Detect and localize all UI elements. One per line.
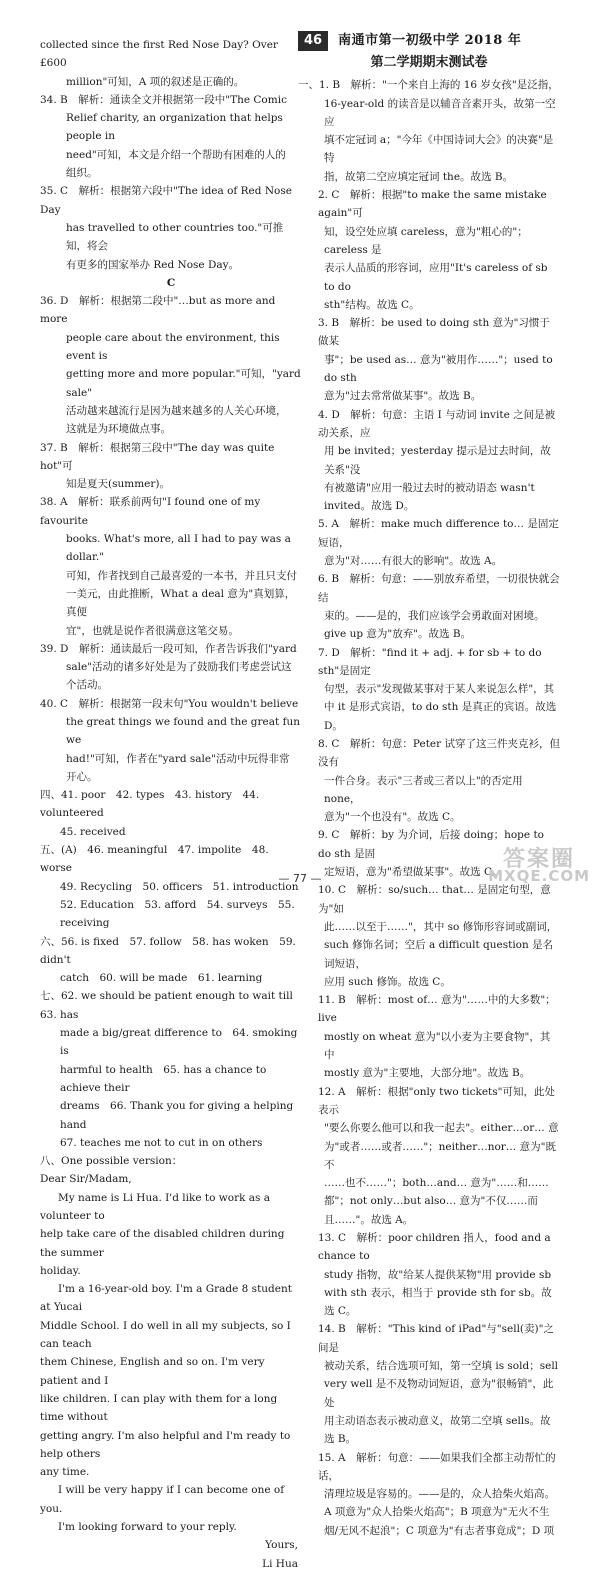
answer-11: 11. B 解析：most of… 意为"……中的大多数"；live bbox=[318, 994, 556, 1025]
text-line: catch 60. will be made 61. learning bbox=[60, 972, 263, 985]
answer-36: 36. D 解析：根据第二段中"…but as more and more bbox=[40, 295, 276, 326]
text-line: 16-year-old 的读音是以辅音音素开头，故第一空应 bbox=[324, 97, 556, 128]
section-5-answers: 五、(A) 46. meaningful 47. impolite 48. worse bbox=[40, 844, 269, 875]
answer-34: 34. B 解析：通读全文并根据第一段中"The Comic bbox=[40, 93, 287, 106]
text-line: 知是夏天(summer)。 bbox=[66, 478, 170, 491]
section-8-heading: 八、One possible version： bbox=[40, 1155, 183, 1168]
text-line: 个活动。 bbox=[66, 679, 108, 692]
text-line: 事"；be used as… 意为"被用作……"；used to do sth bbox=[324, 353, 553, 385]
text-line: 定短语，意为"希望做某事"。故选 C。 bbox=[324, 866, 503, 879]
essay-line: any time. bbox=[40, 1466, 90, 1479]
text-line: 清理垃圾是容易的。——是的，众人拾柴火焰高。 bbox=[324, 1488, 555, 1501]
text-line: the great things we found and the great fun we bbox=[66, 715, 300, 747]
essay-line: I will be very happy if I can become one of you. bbox=[40, 1484, 285, 1515]
text-line: had!"可知，作者在"yard sale"活动中玩得非常 bbox=[66, 752, 290, 765]
answer-7: 7. D 解析："find it + adj. + for sb + to do sth"是固定 bbox=[318, 646, 542, 677]
text-line: people care about the environment, this event is bbox=[66, 331, 280, 363]
text-line: 有更多的国家举办 Red Nose Day。 bbox=[66, 258, 240, 271]
text-line: study 指物，故"给某人提供某物"用 provide sb bbox=[324, 1268, 552, 1281]
text-line: "要么你要么他可以和我一起去"。either…or… 意 bbox=[324, 1122, 559, 1135]
text-line: sth"结构。故选 C。 bbox=[324, 298, 420, 311]
left-column bbox=[40, 36, 302, 1573]
section-c-heading: C bbox=[166, 276, 176, 289]
page-number: — 77 — bbox=[278, 871, 322, 885]
text-line: 用 be invited；yesterday 提示是过去时间，故关系"没 bbox=[324, 445, 551, 476]
text-line: 知，设空处应填 careless，意为"粗心的"；careless 是 bbox=[324, 225, 528, 256]
essay-line: getting angry. I'm also helpful and I'm ready to help others bbox=[40, 1429, 291, 1460]
essay-closing: Yours, bbox=[265, 1539, 298, 1552]
watermark-line1: 答案圈 bbox=[503, 847, 576, 872]
text-line: 表示人品质的形容词，应用"It's careless of sb to do bbox=[324, 262, 548, 293]
text-line: need"可知，本文是介绍一个帮助有困难的人的 bbox=[66, 148, 286, 161]
text-line: made a big/great difference to 64. smoking is bbox=[60, 1027, 298, 1058]
answer-1: 一、1. B 解析："一个来自上海的 16 岁女孩"是泛指， bbox=[298, 79, 559, 92]
text-line: books. What's more, all I had to pay was a dollar." bbox=[66, 533, 291, 564]
text-line: mostly on wheat 意为"以小麦为主要食物"，其中 bbox=[324, 1030, 551, 1062]
text-line: 宜"，也就是说作者很满意这笔交易。 bbox=[66, 624, 239, 637]
text-line: 开心。 bbox=[66, 770, 98, 783]
text-line: 指，故第二空应填定冠词 the。故选 B。 bbox=[324, 170, 514, 183]
text-line: A 项意为"众人拾柴火焰高"；B 项意为"无火不生 bbox=[324, 1506, 550, 1519]
essay-line: help take care of the disabled children during the summer bbox=[40, 1228, 285, 1259]
text-line: sale"活动的诸多好处是为了鼓励我们考虑尝试这 bbox=[66, 661, 292, 674]
essay-line: I'm a 16-year-old boy. I'm a Grade 8 student at Yucai bbox=[40, 1283, 292, 1314]
right-column bbox=[298, 32, 560, 1540]
text-line: 活动越来越流行是因为越来越多的人关心环境， bbox=[66, 404, 287, 417]
essay-line: like children. I can play with them for a long time without bbox=[40, 1392, 278, 1424]
test-number-badge: 46 bbox=[298, 31, 328, 51]
answer-8: 8. C 解析：句意：Peter 试穿了这三件夹克衫，但没有 bbox=[318, 737, 560, 769]
answer-10: 10. C 解析：so/such… that… 是固定句型，意为"如 bbox=[318, 884, 551, 915]
text-line: with sth 表示，相当于 provide sth for sb。故选 C。 bbox=[324, 1286, 552, 1318]
answer-2: 2. C 解析：根据"to make the same mistake again"可 bbox=[318, 189, 547, 220]
answer-4: 4. D 解析：句意：主语 I 与动词 invite 之间是被动关系，应 bbox=[318, 408, 556, 439]
section-4-answers: 四、41. poor 42. types 43. history 44. volunteered bbox=[40, 789, 260, 820]
text-line: 应用 such 修饰。故选 C。 bbox=[324, 975, 451, 988]
watermark-logo bbox=[488, 847, 590, 885]
text-line: getting more and more popular."可知，"yard sale" bbox=[66, 368, 301, 399]
text-line: 束的。——是的，我们应该学会勇敢面对困境。 bbox=[324, 609, 545, 622]
text-line: 中 it 是形式宾语，to do sth 是真正的宾语。故选 D。 bbox=[324, 701, 557, 732]
text-line: 此……以至于……"，其中 so 修饰形容词或副词， bbox=[324, 920, 558, 933]
test-subtitle: 第二学期期末测试卷 bbox=[370, 55, 488, 70]
text-line: collected since the first Red Nose Day? Over £600 bbox=[40, 39, 278, 70]
text-line: 为"或者……或者……"；neither…nor… 意为"既不 bbox=[324, 1140, 556, 1171]
text-line: 意为"对……有很大的影响"。故选 A。 bbox=[324, 555, 503, 568]
text-line: 意为"一个也没有"。故选 C。 bbox=[324, 811, 461, 824]
essay-line: them Chinese, English and so on. I'm very patient and I bbox=[40, 1356, 265, 1387]
text-line: 且……"。故选 A。 bbox=[324, 1213, 414, 1226]
text-line: 填不定冠词 a；"今年《中国诗词大会》的决赛"是特 bbox=[324, 134, 554, 165]
text-line: 意为"过去常常做某事"。故选 B。 bbox=[324, 390, 482, 403]
text-line: has travelled to other countries too."可推知，将会 bbox=[66, 221, 284, 253]
essay-salutation: Dear Sir/Madam, bbox=[40, 1173, 132, 1186]
text-line: Relief charity, an organization that helps people in bbox=[66, 112, 283, 143]
answer-15: 15. A 解析：句意：——如果我们全都主动帮忙的话， bbox=[318, 1451, 556, 1482]
essay-line: holiday. bbox=[40, 1264, 81, 1277]
text-line: 被动关系，结合选项可知，第一空填 is sold；sell bbox=[324, 1360, 559, 1373]
answer-5: 5. A 解析：make much difference to… 是固定短语， bbox=[318, 518, 559, 549]
text-line: very well 是不及物动词短语，意为"很畅销"，此处 bbox=[324, 1378, 554, 1409]
text-line: 这就是为环境做点事。 bbox=[66, 423, 171, 436]
text-line: 组织。 bbox=[66, 167, 98, 180]
text-line: dreams 66. Thank you for giving a helping hand bbox=[60, 1100, 294, 1131]
text-line: 一美元，由此推断，What a deal 意为"真划算，真便 bbox=[66, 587, 296, 619]
test-header bbox=[298, 28, 560, 54]
text-line: 49. Recycling 50. officers 51. introduction bbox=[60, 880, 299, 893]
text-line: ……也不……"；both…and… 意为"……和…… bbox=[324, 1177, 549, 1190]
text-line: 有被邀请"应用一般过去时的被动语态 wasn't bbox=[324, 481, 535, 494]
text-line: 烟/无风不起浪"；C 项意为"有志者事竟成"；D 项 bbox=[324, 1524, 555, 1537]
text-line: invited。故选 D。 bbox=[324, 500, 415, 513]
text-line: harmful to health 65. has a chance to achieve their bbox=[60, 1063, 267, 1094]
answer-6: 6. B 解析：句意：——别放弃希望，一切很快就会结 bbox=[318, 573, 560, 604]
text-line: 句型，表示"发现做某事对于某人来说怎么样"，其 bbox=[324, 683, 555, 696]
text-line: 45. received bbox=[60, 825, 126, 838]
text-line: 都"；not only…but also… 意为"不仅……而 bbox=[324, 1195, 538, 1208]
answer-35: 35. C 解析：根据第六段中"The idea of Red Nose Day bbox=[40, 185, 292, 216]
text-line: 用主动语态表示被动意义，故第二空填 sells。故选 B。 bbox=[324, 1414, 551, 1446]
text-line: give up 意为"放弃"。故选 B。 bbox=[324, 628, 472, 641]
answer-9: 9. C 解析：by 为介词，后接 doing；hope to do sth 是固 bbox=[318, 829, 545, 860]
text-line: mostly 意为"主要地，大部分地"。故选 B。 bbox=[324, 1067, 531, 1080]
essay-line: I'm looking forward to your reply. bbox=[58, 1521, 237, 1534]
text-line: such 修饰名词；空后 a difficult question 是名词短语， bbox=[324, 939, 554, 970]
answer-39: 39. D 解析：通读最后一段可知，作者告诉我们"yard bbox=[40, 642, 297, 655]
essay-line: My name is Li Hua. I'd like to work as a volunteer to bbox=[40, 1191, 271, 1222]
answer-13: 13. C 解析：poor children 指人，food and a chance to bbox=[318, 1232, 551, 1263]
test-title: 南通市第一初级中学 2018 年 bbox=[338, 32, 522, 48]
answer-40: 40. C 解析：根据第一段末句"You wouldn't believe bbox=[40, 697, 299, 710]
section-7-answers: 七、62. we should be patient enough to wait till 63. has bbox=[40, 990, 304, 1021]
answer-38: 38. A 解析：联系前两句"I found one of my favourite bbox=[40, 496, 261, 527]
watermark-line2: MXQE.COM bbox=[488, 867, 590, 885]
text-line: 一件合身。表示"三者或三者以上"的否定用 none， bbox=[324, 774, 523, 805]
text-line: million"可知，A 项的叙述是正确的。 bbox=[66, 75, 245, 88]
answer-12: 12. A 解析：根据"only two tickets"可知，此处表示 bbox=[318, 1085, 555, 1116]
essay-signature: Li Hua bbox=[262, 1557, 298, 1570]
essay-line: Middle School. I do well in all my subjects, so I can teach bbox=[40, 1319, 291, 1351]
answer-37: 37. B 解析：根据第三段中"The day was quite hot"可 bbox=[40, 441, 275, 472]
text-line: 可知，作者找到自己最喜爱的一本书，并且只支付 bbox=[66, 569, 297, 582]
answer-14: 14. B 解析："This kind of iPad"与"sell(卖)"之间是 bbox=[318, 1323, 554, 1354]
text-line: 52. Education 53. afford 54. surveys 55. receiving bbox=[60, 898, 295, 930]
text-line: 67. teaches me not to cut in on others bbox=[60, 1136, 263, 1149]
answer-3: 3. B 解析：be used to doing sth 意为"习惯于做某 bbox=[318, 317, 550, 348]
section-6-answers: 六、56. is fixed 57. follow 58. has woken 59. didn't bbox=[40, 935, 296, 966]
